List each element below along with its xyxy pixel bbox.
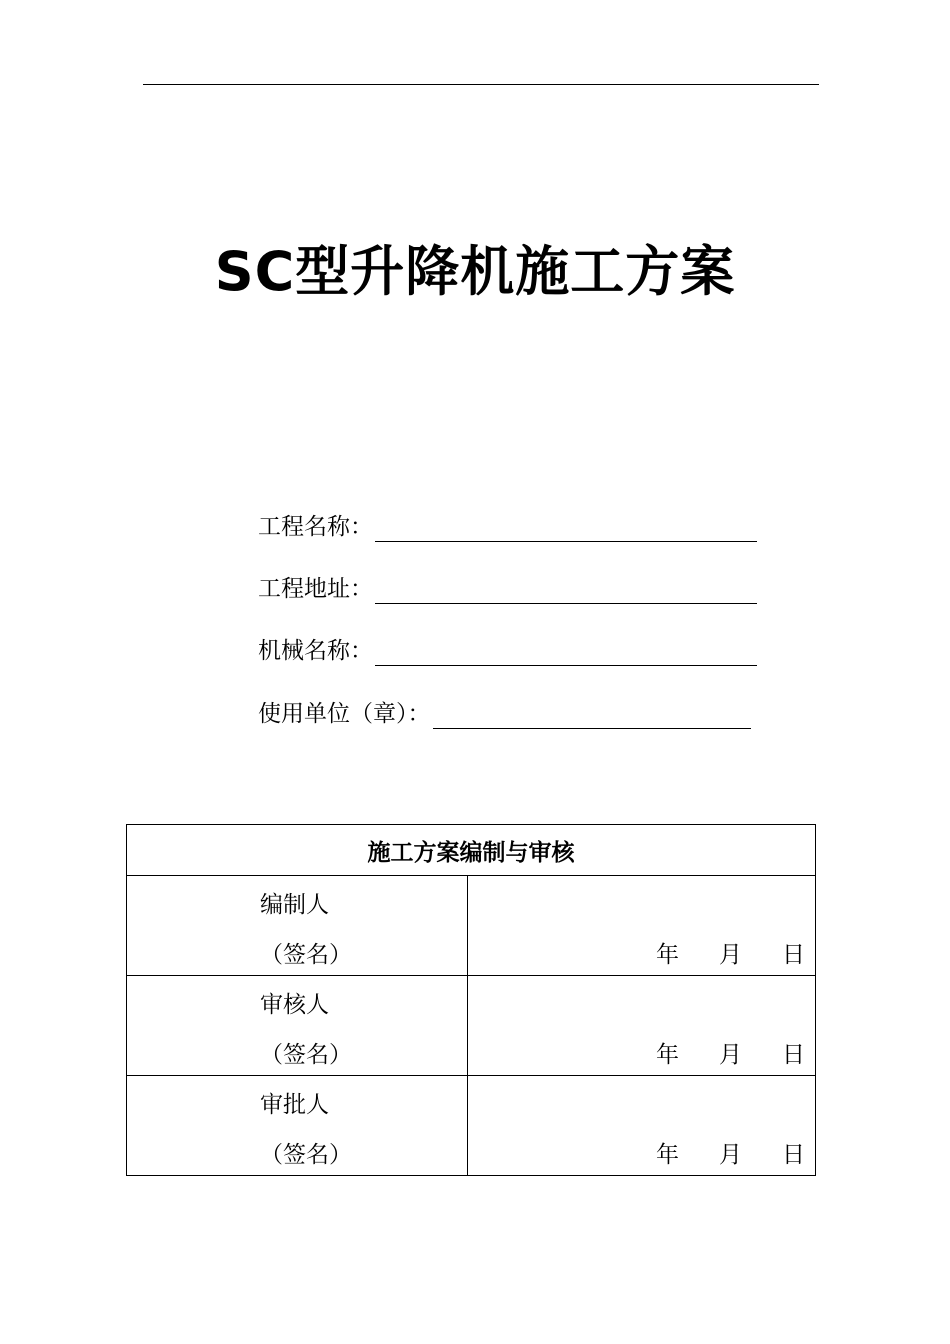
signature-cell[interactable] (468, 1076, 816, 1176)
field-label: 工程地址： (258, 576, 373, 602)
review-table (126, 824, 816, 1176)
year-label: 年 (656, 1142, 679, 1168)
project-address-blank[interactable] (375, 575, 757, 604)
user-unit-blank[interactable] (433, 700, 751, 729)
month-label: 月 (719, 1042, 742, 1068)
signature-note: （签名） (260, 1142, 352, 1168)
role-name: 审批人 (260, 1092, 329, 1118)
field-machine-name (258, 634, 757, 666)
year-label: 年 (656, 1042, 679, 1068)
field-project-name (258, 510, 757, 542)
table-row (127, 1076, 816, 1176)
day-label: 日 (782, 942, 805, 968)
field-label: 使用单位（章）： (258, 701, 431, 727)
table-row (127, 976, 816, 1076)
role-cell (127, 976, 468, 1076)
role-cell (127, 1076, 468, 1176)
header-rule (143, 84, 819, 85)
date-row (656, 1136, 805, 1169)
signature-cell[interactable] (468, 976, 816, 1076)
date-row (656, 936, 805, 969)
date-row (656, 1036, 805, 1069)
month-label: 月 (719, 942, 742, 968)
signature-note: （签名） (260, 1042, 352, 1068)
field-user-unit (258, 697, 751, 729)
table-row (127, 876, 816, 976)
day-label: 日 (782, 1042, 805, 1068)
machine-name-blank[interactable] (375, 637, 757, 666)
month-label: 月 (719, 1142, 742, 1168)
field-project-address (258, 572, 757, 604)
field-label: 工程名称： (258, 514, 373, 540)
year-label: 年 (656, 942, 679, 968)
role-name: 审核人 (260, 992, 329, 1018)
signature-cell[interactable] (468, 876, 816, 976)
day-label: 日 (782, 1142, 805, 1168)
role-cell (127, 876, 468, 976)
project-name-blank[interactable] (375, 513, 757, 542)
field-label: 机械名称： (258, 638, 373, 664)
review-table-header: 施工方案编制与审核 (127, 825, 816, 876)
document-title: SC型升降机施工方案 (214, 240, 736, 303)
signature-note: （签名） (260, 942, 352, 968)
role-name: 编制人 (260, 892, 329, 918)
